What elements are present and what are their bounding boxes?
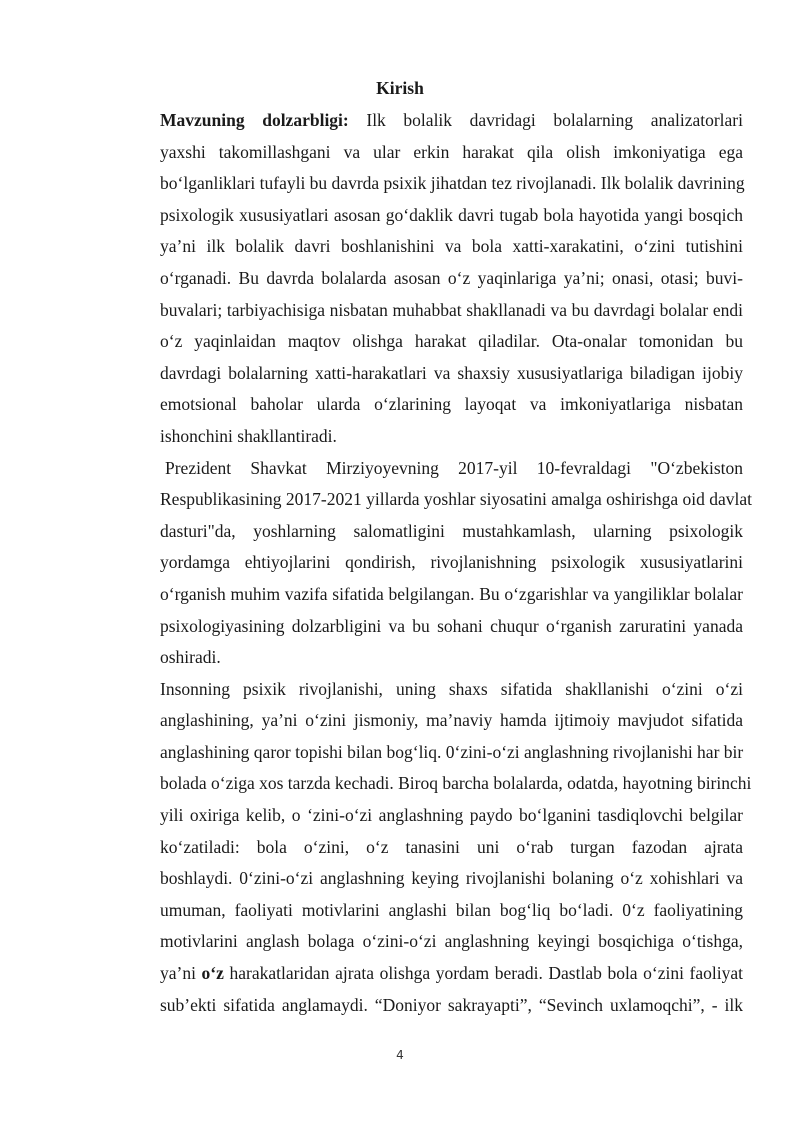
text-line: sub’ekti sifatida anglamaydi. “Doniyor sakrayapti”, “Sevinch uxlamoqchi”, - ilk — [160, 994, 743, 1015]
text-line: Prezident Shavkat Mirziyoyevning 2017-yil 10-fevraldagi "O‘zbekiston — [165, 457, 743, 478]
bold-word: o‘z — [201, 963, 224, 984]
section-title: Kirish — [376, 78, 424, 98]
text-line: bo‘lganliklari tufayli bu davrda psixik jihatdan tez rivojlanadi. Ilk bolalik davrining — [160, 173, 745, 194]
text-line: anglashining, ya’ni o‘zini jismoniy, ma’naviy hamda ijtimoiy mavjudot sifatida — [160, 710, 743, 731]
body-text — [117, 105, 752, 1021]
text-line: Insonning psixik rivojlanishi, uning shaxs sifatida shakllanishi o‘zini o‘zi — [160, 678, 743, 699]
text-line: ya’ni ilk bolalik davri boshlanishini va bola xatti-xarakatini, o‘zini tutishini — [160, 236, 743, 257]
text-line: davrdagi bolalarning xatti-harakatlari va shaxsiy xusus​iyatlariga biladigan ijobiy — [160, 362, 743, 383]
text-line: bolada o‘ziga xos tarzda kechadi. Biroq barcha bolalarda, odatda, hayotning birinchi — [160, 773, 752, 794]
text-line: dasturi"da, yoshlarning salomatligini mustahkamlash, ularning psixologik — [160, 520, 743, 541]
text-line: psixologiyasining dolzarbligini va bu sohani chuqur o‘rganish zaruratini yanada — [160, 615, 743, 636]
text-span: ya’ni — [160, 963, 202, 984]
paragraph-president — [117, 453, 752, 674]
text-line: o‘z yaqinlaidan maqtov olishga harakat qiladilar. Ota-onalar tomonidan bu — [160, 331, 743, 352]
paragraph-development — [117, 674, 752, 1022]
text-line: o‘rganadi. Bu davrda bolalarda asosan o‘z yaqinlariga ya’ni; onasi, otasi; buvi- — [160, 267, 743, 288]
page-number: 4 — [396, 1048, 404, 1062]
text-line: psixologik xususiyatlari asosan go‘daklik davri tugab bola hayotida yangi bosqich — [160, 204, 743, 225]
text-line: emotsional baholar ularda o‘zlarining layoqat va imkoniyatlariga nisbatan — [160, 394, 743, 415]
text-line: yaxshi takomillashgani va ular erkin harakat qila olish imkoniyatiga ega — [160, 141, 743, 162]
text-line: ko‘zatiladi: bola o‘zini, o‘z tanasini uni o‘rab turgan fazodan ajrata — [160, 836, 743, 857]
paragraph-lead: Mavzuning dolzarbligi: — [160, 110, 349, 130]
text-line: oshiradi. — [160, 647, 221, 668]
text-line: buvalari; tarbiyachisiga nisbatan muhabbat shakllanadi va bu davrdagi bolalar endi — [160, 299, 743, 320]
text-line: yili oxiriga kelib, o ‘zini-o‘zi anglashning paydo bo‘lganini tasdiqlovchi belgilar — [160, 805, 743, 826]
text-line: umuman, faoliyati motivlarini anglashi bilan bog‘liq bo‘ladi. 0‘z faoliyatining — [160, 899, 743, 920]
text-line — [117, 105, 743, 137]
text-span: harakatlaridan ajrata olishga yordam beradi. Dastlab bola o‘zini faoliyat — [223, 963, 743, 984]
text-line: ishonchini shakllantiradi. — [160, 425, 337, 446]
text-line: anglashining qaror topishi bilan bog‘liq. 0‘zini-o‘zi anglashning rivojlanishi har bir — [160, 741, 744, 762]
text-line: Respublikasining 2017-2021 yillarda yoshlar siyosatini amalga oshirishga oid davlat — [160, 489, 752, 510]
text-line: o‘rganish muhim vazifa sifatida belgilangan. Bu o‘zgarishlar va yangiliklar bolalar — [160, 583, 743, 604]
text-line: motivlarini anglash bolaga o‘zini-o‘zi anglashning keyingi bosqichiga o‘tishga, — [160, 931, 743, 952]
text-line — [117, 958, 743, 990]
text-span: Ilk bolalik davridagi bolalarning analizatorlari — [348, 110, 743, 130]
text-line: yordamga ehtiyojlarini qondirish, rivojlanishning psixologik xususiyatlarini — [160, 552, 743, 573]
paragraph-relevance — [117, 105, 743, 453]
text-line: boshlaydi. 0‘zini-o‘zi anglashning keying rivojlanishi bolaning o‘z xohishlari va — [160, 868, 743, 889]
